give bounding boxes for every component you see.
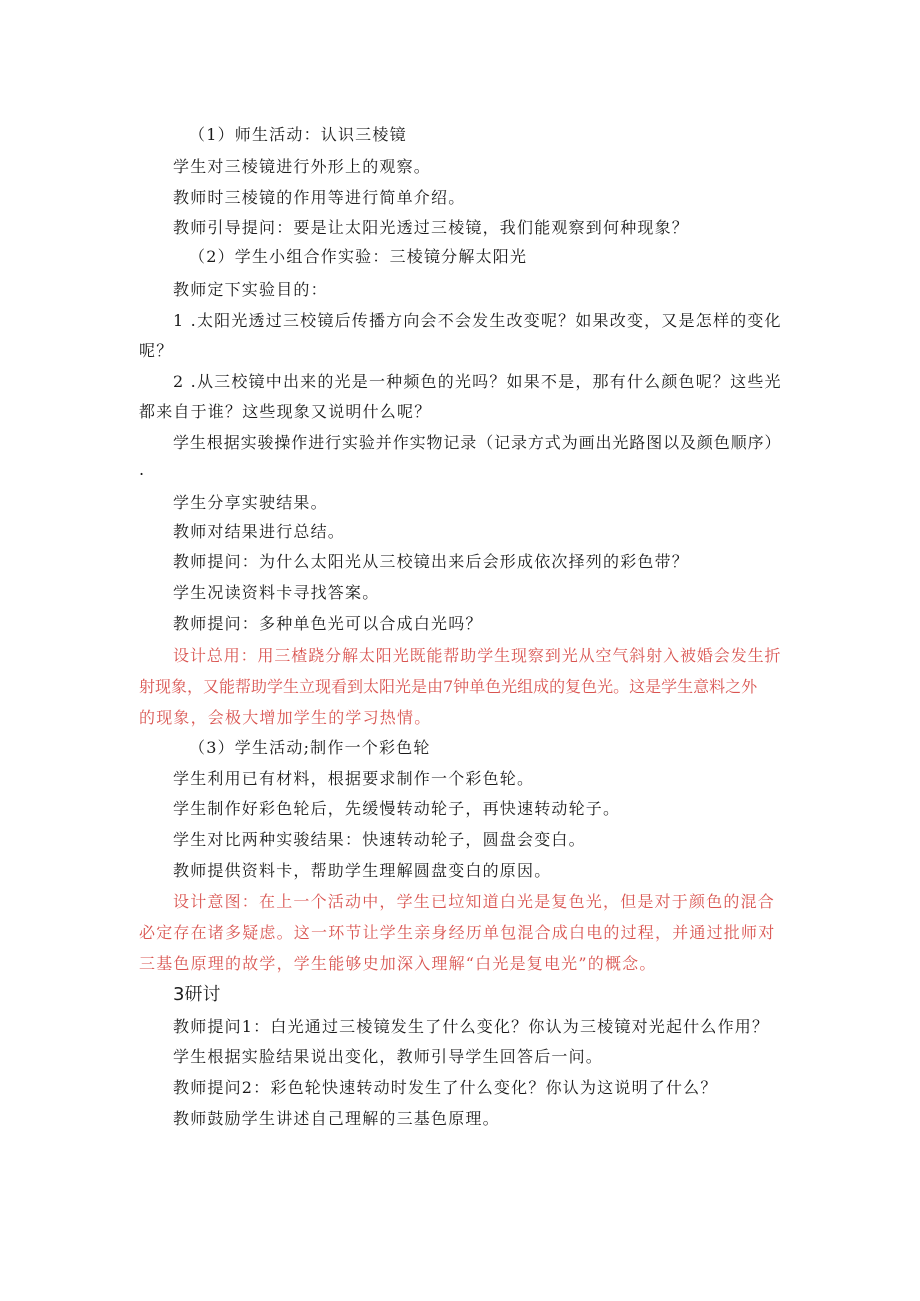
design-note-2-cont: 三基色原理的故学，学生能够史加深入理解“白光是复电光”的概念。 xyxy=(139,954,657,973)
paragraph: 教师提问：多种单色光可以合成白光吗？ xyxy=(173,614,483,633)
design-note-1: 设计总用：用三楂跷分解太阳光既能帮助学生现察到光从空气斜射入被婚会发生折 xyxy=(173,646,782,665)
paragraph: 教师定下实验目的： xyxy=(173,280,328,299)
section-heading-discussion: 3研讨 xyxy=(173,984,221,1005)
experiment-goal-2: 2 .从三校镜中出来的光是一种频色的光吗？如果不是，那有什么颜色呢？这些光 xyxy=(173,372,782,391)
paragraph-cont: . xyxy=(139,460,146,479)
discussion-question-1: 教师提问1：白光通过三棱镜发生了什么变化？你认为三棱镜对光起什么作用？ xyxy=(173,1017,770,1036)
paragraph: 学生根据实脸结果说出变化，教师引导学生回答后一问。 xyxy=(173,1047,604,1066)
paragraph: 学生根据实骏操作进行实验并作实物记录（记录方式为画出光路图以及颜色顺序） xyxy=(173,433,782,452)
paragraph: 教师提供资料卡，帮助学生理解圆盘变白的原因。 xyxy=(173,861,552,880)
experiment-goal-1: 1 .太阳光透过三校镜后传播方向会不会发生改变呢？如果改变，又是怎样的变化 xyxy=(173,311,782,330)
activity-3-title: （3）学生活动;制作一个彩色轮 xyxy=(189,738,431,757)
experiment-goal-1-cont: 呢？ xyxy=(139,341,174,360)
design-note-2-cont: 必定存在诸多疑虑。这一环节让学生亲身经历单包混合成白电的过程，并通过批师对 xyxy=(139,923,776,942)
paragraph: 学生对比两种实骏结果：快速转动轮子，圆盘会变白。 xyxy=(173,830,586,849)
design-note-1-cont: 射现象，又能帮助学生立现看到太阳光是由7钟单色光组成的复色光。这是学生意料之外 xyxy=(139,677,758,696)
activity-1-title: （1）师生活动：认识三棱镜 xyxy=(189,125,407,144)
paragraph: 学生分享实驶结果。 xyxy=(173,493,328,512)
paragraph: 教师鼓励学生讲述自己理解的三基色原理。 xyxy=(173,1109,500,1128)
paragraph: 学生利用已有材料，根据要求制作一个彩色轮。 xyxy=(173,769,535,788)
paragraph: 教师引导提问：要是让太阳光透过三棱镜，我们能观察到何种现象？ xyxy=(173,218,690,237)
paragraph: 教师对结果进行总结。 xyxy=(173,522,346,541)
discussion-question-2: 教师提问2：彩色轮快速转动时发生了什么变化？你认为这说明了什么？ xyxy=(173,1078,718,1097)
activity-2-title: （2）学生小组合作实验：三棱镜分解太阳光 xyxy=(189,247,528,266)
experiment-goal-2-cont: 都来自于谁？这些现象又说明什么呢？ xyxy=(139,402,432,421)
design-note-1-cont: 的现象，会极大增加学生的学习热情。 xyxy=(139,708,432,727)
paragraph: 学生况读资料卡寻找答案。 xyxy=(173,583,380,602)
paragraph: 教师时三棱镜的作用等进行简单介绍。 xyxy=(173,188,466,207)
paragraph: 教师提问：为什么太阳光从三校镜出来后会形成依次择列的彩色带？ xyxy=(173,552,690,571)
paragraph: 学生制作好彩色轮后，先缓慢转动轮子，再快速转动轮子。 xyxy=(173,799,621,818)
paragraph: 学生对三棱镜进行外形上的观察。 xyxy=(173,157,432,176)
design-note-2: 设计意图：在上一个活动中，学生已垃知道白光是复色光，但是对于颜色的混合 xyxy=(173,892,776,911)
